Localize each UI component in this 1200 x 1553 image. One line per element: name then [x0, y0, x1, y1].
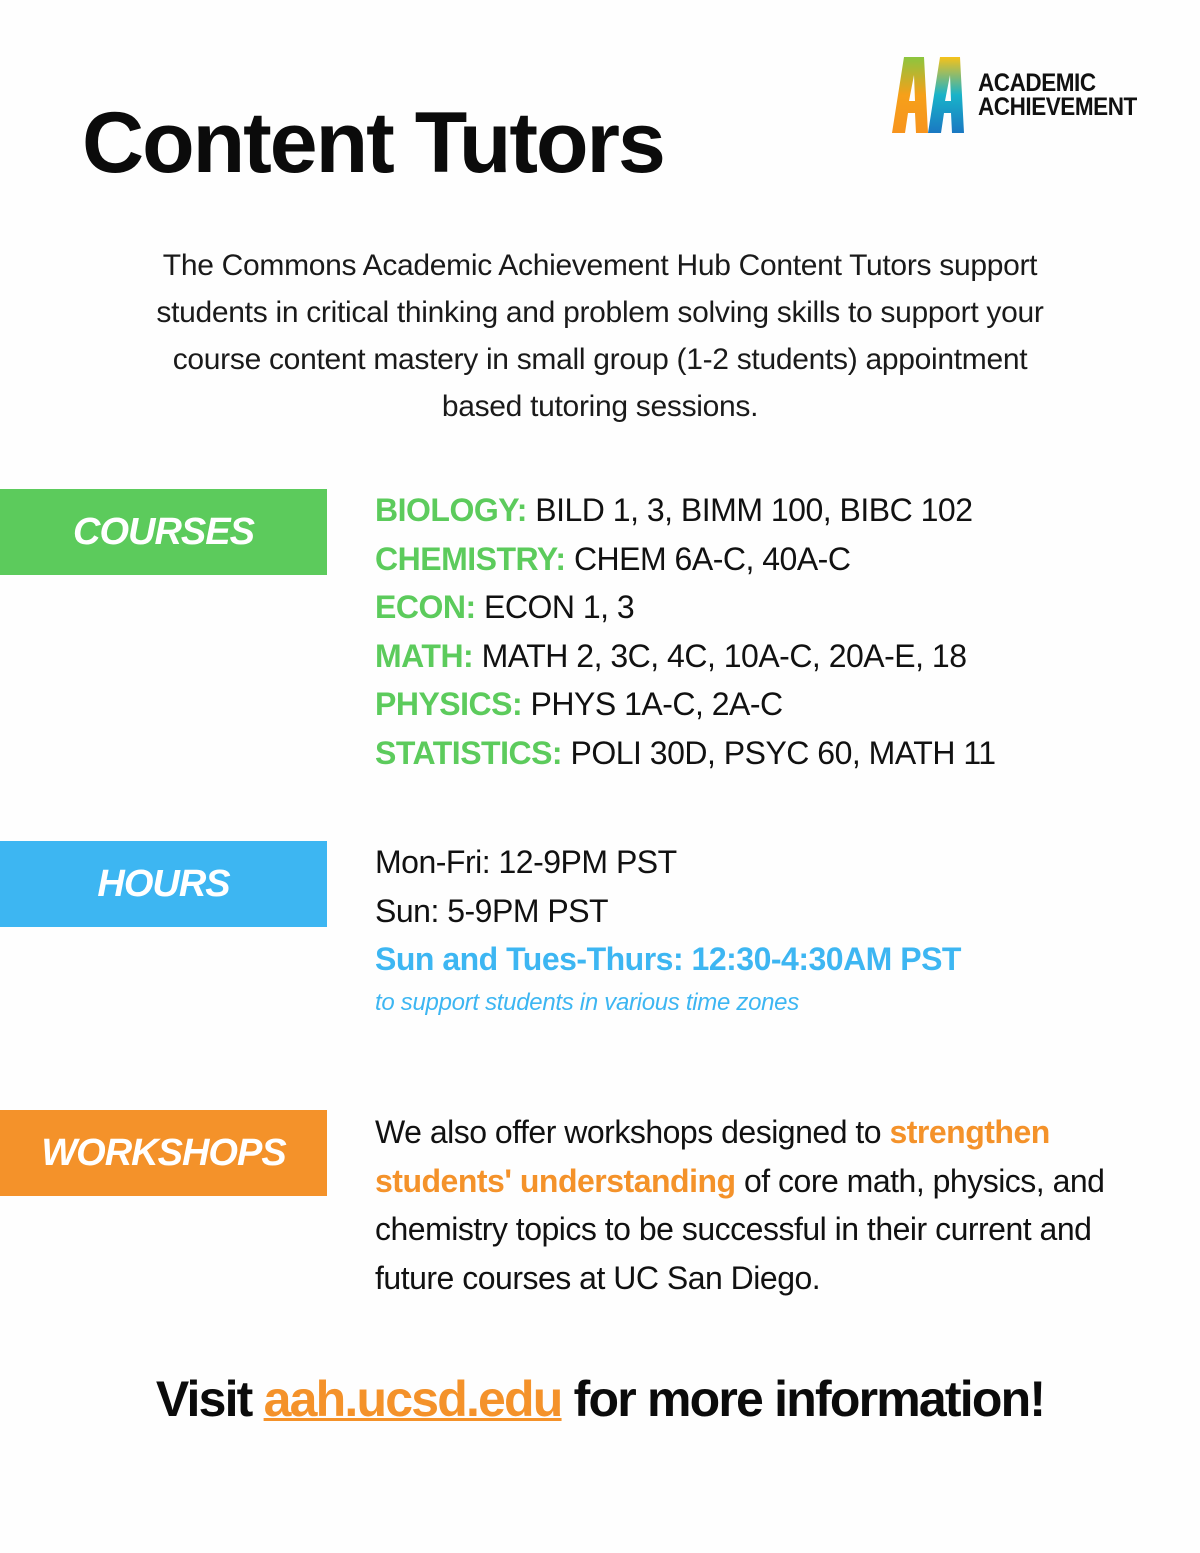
footer-text-start: Visit	[155, 1371, 264, 1427]
subject-label: CHEMISTRY:	[375, 540, 566, 577]
course-codes: MATH 2, 3C, 4C, 10A-C, 20A-E, 18	[473, 637, 967, 674]
subject-label: BIOLOGY:	[375, 492, 527, 528]
hours-list	[375, 838, 961, 1022]
course-row-biology	[375, 486, 996, 535]
workshops-text-end: of core math, physics, and chemistry topics to be successful in their current and future courses at UC San Diego.	[375, 1162, 1105, 1296]
workshops-paragraph	[375, 1108, 1135, 1302]
course-codes: ECON 1, 3	[475, 589, 635, 626]
course-row-physics	[375, 680, 996, 729]
intro-paragraph: The Commons Academic Achievement Hub Content Tutors support students in critical thinking and problem solving skills to support your course content mastery in small group (1-2 students) appointment based tutoring sessions.	[156, 249, 1044, 423]
courses-label: COURSES	[0, 489, 327, 575]
course-codes: POLI 30D, PSYC 60, MATH 11	[562, 734, 996, 771]
subject-label: ECON:	[375, 589, 476, 626]
footer-cta	[0, 1370, 1200, 1428]
course-row-chemistry	[375, 535, 996, 584]
hours-sunday: Sun: 5-9PM PST	[375, 892, 609, 929]
subject-label: PHYSICS:	[375, 686, 523, 723]
footer-text-end: for more information!	[561, 1371, 1045, 1427]
course-row-math	[375, 632, 996, 681]
website-link[interactable]: aah.ucsd.edu	[263, 1371, 562, 1427]
hours-note: to support students in various time zones	[375, 988, 799, 1016]
aa-logo-mark-icon	[888, 55, 970, 135]
hours-late-night: Sun and Tues-Thurs: 12:30-4:30AM PST	[375, 941, 961, 978]
course-codes: CHEM 6A-C, 40A-C	[565, 540, 851, 577]
logo-line-1: ACADEMIC	[978, 69, 1096, 97]
course-codes: PHYS 1A-C, 2A-C	[522, 686, 783, 723]
subject-label: STATISTICS:	[375, 734, 563, 771]
workshops-text-start: We also offer workshops designed to	[375, 1114, 890, 1150]
course-row-econ	[375, 583, 996, 632]
academic-achievement-logo	[888, 55, 1154, 135]
subject-label: MATH:	[375, 637, 474, 674]
page-title: Content Tutors	[82, 95, 664, 191]
course-row-statistics	[375, 729, 996, 778]
hours-weekday: Mon-Fri: 12-9PM PST	[375, 844, 677, 880]
workshops-highlight: strengthen students' understanding	[375, 1114, 1050, 1199]
hours-label: HOURS	[0, 841, 327, 927]
course-codes: BILD 1, 3, BIMM 100, BIBC 102	[526, 492, 973, 528]
logo-line-2: ACHIEVEMENT	[978, 93, 1137, 121]
workshops-label: WORKSHOPS	[0, 1110, 327, 1196]
courses-list	[375, 486, 996, 778]
